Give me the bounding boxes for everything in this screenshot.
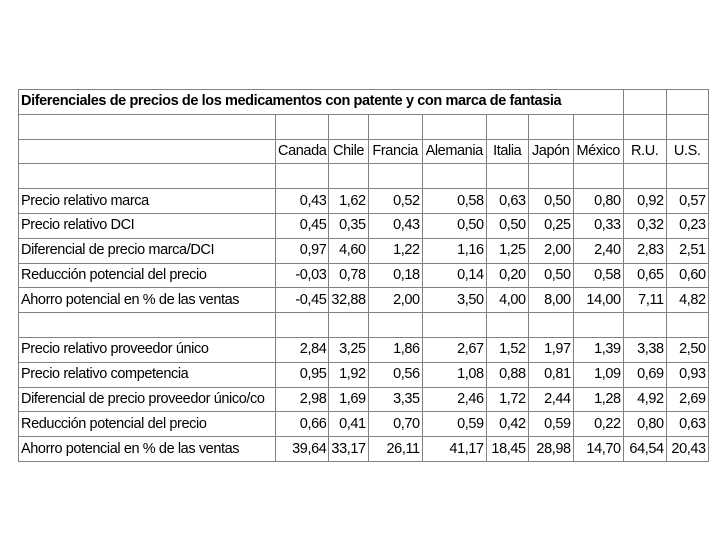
row-label: Diferencial de precio marca/DCI <box>19 238 276 263</box>
value-cell: 2,44 <box>528 387 573 412</box>
value-cell: 2,84 <box>276 337 329 362</box>
column-header: México <box>573 139 623 164</box>
value-cell: 0,23 <box>666 213 708 238</box>
value-cell: 0,78 <box>329 263 368 288</box>
empty-cell <box>666 90 708 115</box>
value-cell: 0,59 <box>422 412 486 437</box>
header-row <box>19 139 709 164</box>
value-cell: 1,69 <box>329 387 368 412</box>
value-cell: 1,39 <box>573 337 623 362</box>
empty-cell <box>368 114 422 139</box>
value-cell: 1,25 <box>486 238 528 263</box>
value-cell: 1,92 <box>329 362 368 387</box>
table-row <box>19 412 709 437</box>
value-cell: 14,70 <box>573 437 623 462</box>
value-cell: 0,35 <box>329 213 368 238</box>
empty-cell <box>486 313 528 338</box>
empty-cell <box>486 114 528 139</box>
table-row <box>19 213 709 238</box>
table-row <box>19 362 709 387</box>
empty-cell <box>19 164 276 189</box>
value-cell: 4,92 <box>623 387 666 412</box>
empty-cell <box>666 164 708 189</box>
spacer-row <box>19 164 709 189</box>
column-header: Alemania <box>422 139 486 164</box>
value-cell: 18,45 <box>486 437 528 462</box>
value-cell: 0,33 <box>573 213 623 238</box>
value-cell: 1,22 <box>368 238 422 263</box>
empty-cell <box>368 313 422 338</box>
table-body <box>19 90 709 462</box>
value-cell: 0,20 <box>486 263 528 288</box>
empty-cell <box>623 114 666 139</box>
value-cell: 2,83 <box>623 238 666 263</box>
value-cell: 41,17 <box>422 437 486 462</box>
value-cell: 0,14 <box>422 263 486 288</box>
value-cell: 0,58 <box>573 263 623 288</box>
empty-cell <box>19 313 276 338</box>
value-cell: 4,82 <box>666 288 708 313</box>
table-title: Diferenciales de precios de los medicamentos con patente y con marca de fantasia <box>19 90 624 115</box>
value-cell: 3,35 <box>368 387 422 412</box>
empty-cell <box>329 114 368 139</box>
row-label: Ahorro potencial en % de las ventas <box>19 288 276 313</box>
value-cell: -0,45 <box>276 288 329 313</box>
empty-cell <box>19 114 276 139</box>
column-header: R.U. <box>623 139 666 164</box>
value-cell: 64,54 <box>623 437 666 462</box>
value-cell: 0,43 <box>368 213 422 238</box>
row-label: Precio relativo competencia <box>19 362 276 387</box>
value-cell: 4,60 <box>329 238 368 263</box>
empty-cell <box>573 114 623 139</box>
empty-cell <box>276 114 329 139</box>
value-cell: 0,88 <box>486 362 528 387</box>
row-label: Precio relativo proveedor único <box>19 337 276 362</box>
value-cell: 2,46 <box>422 387 486 412</box>
value-cell: 2,98 <box>276 387 329 412</box>
title-row <box>19 90 709 115</box>
value-cell: 2,51 <box>666 238 708 263</box>
row-label: Reducción potencial del precio <box>19 412 276 437</box>
value-cell: 0,65 <box>623 263 666 288</box>
empty-cell <box>528 114 573 139</box>
value-cell: 0,93 <box>666 362 708 387</box>
value-cell: 0,45 <box>276 213 329 238</box>
value-cell: 0,25 <box>528 213 573 238</box>
empty-cell <box>276 164 329 189</box>
value-cell: 3,50 <box>422 288 486 313</box>
value-cell: 1,09 <box>573 362 623 387</box>
value-cell: -0,03 <box>276 263 329 288</box>
row-label: Precio relativo DCI <box>19 213 276 238</box>
value-cell: 3,38 <box>623 337 666 362</box>
empty-cell <box>573 313 623 338</box>
value-cell: 0,52 <box>368 189 422 214</box>
value-cell: 39,64 <box>276 437 329 462</box>
row-label: Ahorro potencial en % de las ventas <box>19 437 276 462</box>
value-cell: 0,70 <box>368 412 422 437</box>
value-cell: 2,67 <box>422 337 486 362</box>
empty-cell <box>422 164 486 189</box>
column-header: Japón <box>528 139 573 164</box>
column-header: Canada <box>276 139 329 164</box>
value-cell: 2,00 <box>368 288 422 313</box>
value-cell: 1,72 <box>486 387 528 412</box>
value-cell: 0,80 <box>573 189 623 214</box>
row-label: Diferencial de precio proveedor único/co <box>19 387 276 412</box>
value-cell: 0,58 <box>422 189 486 214</box>
value-cell: 2,50 <box>666 337 708 362</box>
value-cell: 28,98 <box>528 437 573 462</box>
value-cell: 0,43 <box>276 189 329 214</box>
value-cell: 0,63 <box>486 189 528 214</box>
table-row <box>19 263 709 288</box>
value-cell: 8,00 <box>528 288 573 313</box>
value-cell: 0,50 <box>528 189 573 214</box>
value-cell: 1,28 <box>573 387 623 412</box>
value-cell: 0,60 <box>666 263 708 288</box>
empty-cell <box>528 164 573 189</box>
value-cell: 7,11 <box>623 288 666 313</box>
empty-cell <box>368 164 422 189</box>
empty-cell <box>329 164 368 189</box>
empty-cell <box>422 313 486 338</box>
table-row <box>19 189 709 214</box>
value-cell: 0,32 <box>623 213 666 238</box>
value-cell: 32,88 <box>329 288 368 313</box>
value-cell: 26,11 <box>368 437 422 462</box>
empty-cell <box>329 313 368 338</box>
table-row <box>19 387 709 412</box>
value-cell: 0,56 <box>368 362 422 387</box>
empty-cell <box>19 139 276 164</box>
column-header: Chile <box>329 139 368 164</box>
value-cell: 0,81 <box>528 362 573 387</box>
value-cell: 0,57 <box>666 189 708 214</box>
empty-cell <box>666 114 708 139</box>
value-cell: 1,86 <box>368 337 422 362</box>
empty-cell <box>623 313 666 338</box>
value-cell: 2,69 <box>666 387 708 412</box>
value-cell: 2,00 <box>528 238 573 263</box>
value-cell: 0,69 <box>623 362 666 387</box>
value-cell: 0,18 <box>368 263 422 288</box>
spacer-row <box>19 313 709 338</box>
value-cell: 2,40 <box>573 238 623 263</box>
value-cell: 1,97 <box>528 337 573 362</box>
value-cell: 1,62 <box>329 189 368 214</box>
table-row <box>19 437 709 462</box>
value-cell: 0,22 <box>573 412 623 437</box>
empty-cell <box>422 114 486 139</box>
empty-cell <box>623 164 666 189</box>
value-cell: 1,16 <box>422 238 486 263</box>
value-cell: 0,63 <box>666 412 708 437</box>
value-cell: 4,00 <box>486 288 528 313</box>
empty-cell <box>486 164 528 189</box>
value-cell: 0,41 <box>329 412 368 437</box>
value-cell: 3,25 <box>329 337 368 362</box>
value-cell: 1,52 <box>486 337 528 362</box>
value-cell: 33,17 <box>329 437 368 462</box>
empty-cell <box>276 313 329 338</box>
value-cell: 14,00 <box>573 288 623 313</box>
value-cell: 1,08 <box>422 362 486 387</box>
empty-cell <box>528 313 573 338</box>
empty-cell <box>623 90 666 115</box>
empty-cell <box>666 313 708 338</box>
column-header: U.S. <box>666 139 708 164</box>
column-header: Francia <box>368 139 422 164</box>
value-cell: 0,80 <box>623 412 666 437</box>
row-label: Precio relativo marca <box>19 189 276 214</box>
value-cell: 20,43 <box>666 437 708 462</box>
table-row <box>19 238 709 263</box>
value-cell: 0,59 <box>528 412 573 437</box>
spacer-row <box>19 114 709 139</box>
empty-cell <box>573 164 623 189</box>
column-header: Italia <box>486 139 528 164</box>
table-row <box>19 337 709 362</box>
price-differentials-table <box>18 89 709 462</box>
row-label: Reducción potencial del precio <box>19 263 276 288</box>
table-row <box>19 288 709 313</box>
value-cell: 0,50 <box>528 263 573 288</box>
value-cell: 0,42 <box>486 412 528 437</box>
value-cell: 0,92 <box>623 189 666 214</box>
value-cell: 0,50 <box>486 213 528 238</box>
value-cell: 0,97 <box>276 238 329 263</box>
value-cell: 0,50 <box>422 213 486 238</box>
value-cell: 0,95 <box>276 362 329 387</box>
value-cell: 0,66 <box>276 412 329 437</box>
